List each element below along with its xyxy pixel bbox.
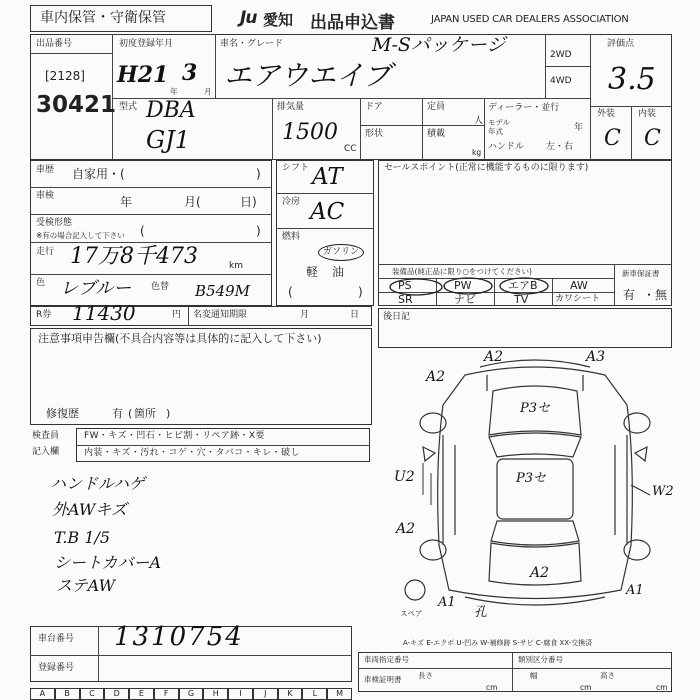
fuel-paren-close: ) — [358, 285, 363, 299]
footer-boxes — [30, 688, 352, 700]
mark-hood-p3: P3セ — [520, 401, 551, 416]
model-code: GJ1 — [146, 126, 191, 154]
km-unit: km — [229, 261, 243, 271]
ac-value: AC — [310, 199, 345, 225]
model-year-label-1: モデル — [488, 118, 511, 127]
tax-month: 月 — [300, 310, 310, 320]
inspector-label: 検査員 — [32, 431, 60, 441]
receipt-label: 受検形態 — [36, 218, 73, 228]
height-label: 高さ — [600, 671, 615, 680]
footer-box: L — [302, 688, 327, 700]
footer-box: H — [203, 688, 228, 700]
color-code: B549M — [195, 282, 251, 300]
footer-box: A — [30, 688, 55, 700]
footer-box: B — [55, 688, 80, 700]
chassis-label: 車台番号 — [38, 634, 75, 644]
mark-left-u2: U2 — [394, 469, 415, 485]
inspection-year-unit: 年 — [120, 195, 133, 209]
form-title: 出品申込書 — [310, 13, 395, 33]
warranty-label: 新車保証書 — [622, 269, 660, 278]
note-3: T.B 1/5 — [54, 528, 110, 547]
registration-number-label: 登録番号 — [38, 663, 75, 673]
exterior-grade: C — [604, 126, 621, 151]
registration-era-year: H21 — [117, 62, 169, 88]
footer-box: D — [104, 688, 129, 700]
model-year-label-2: 年式 — [488, 127, 503, 136]
color-label: 色 — [36, 278, 46, 288]
person-unit: 人 — [474, 116, 484, 126]
displacement-value: 1500 — [282, 120, 338, 145]
handle-label: ハンドル — [488, 142, 525, 152]
usage-value: 自家用・( — [72, 167, 125, 181]
note-2: 外AWキズ — [52, 500, 128, 519]
r-ticket-unit: 円 — [172, 310, 182, 320]
receipt-paren-open: ( — [140, 224, 145, 238]
mark-left-rear-a2: A2 — [396, 521, 416, 537]
equip-navi: ナビ — [454, 293, 476, 306]
receipt-paren-close: ) — [256, 224, 261, 238]
lot-label: 出品番号 — [36, 39, 73, 49]
shape-label: 形状 — [365, 129, 384, 139]
mileage-label: 走行 — [36, 247, 55, 257]
mark-right-rear-a1: A1 — [626, 583, 644, 598]
length-label: 長さ — [418, 671, 433, 680]
footer-box: K — [278, 688, 303, 700]
fuel-gasoline: ガソリン — [318, 244, 364, 261]
shift-value: AT — [312, 164, 343, 190]
score-label: 評価点 — [607, 39, 635, 49]
registration-month: 3 — [182, 60, 198, 86]
equip-aw: AW — [570, 279, 588, 292]
mark-right-w2: W2 — [652, 484, 674, 499]
color-change-label: 色替 — [151, 282, 170, 292]
equip-ps: PS — [398, 279, 412, 292]
inspection-month-unit: 月( — [184, 195, 201, 209]
sales-point-label: セールスポイント(正常に機能するものに限ります) — [384, 163, 589, 173]
note-4: シートカバーA — [54, 553, 162, 572]
association-name: JAPAN USED CAR DEALERS ASSOCIATION — [431, 14, 629, 25]
mileage-value: 17万8千473 — [70, 244, 198, 269]
inspection-label: 車検 — [36, 191, 55, 201]
score-value: 3.5 — [608, 62, 656, 97]
height-cm: cm — [656, 683, 668, 692]
usage-close: ) — [256, 167, 261, 181]
warranty-yes: 有 — [623, 288, 636, 302]
r-ticket-label: R券 — [36, 310, 52, 320]
repair-detail: 箇所 — [134, 407, 156, 420]
footer-box: E — [129, 688, 154, 700]
equip-airbag: エアB — [508, 279, 538, 292]
tax-deadline-label: 名変通知期限 — [193, 310, 248, 320]
footer-box: J — [253, 688, 278, 700]
mark-rear-a1: A1 — [438, 595, 456, 610]
registration-label: 初度登録年月 — [119, 39, 174, 49]
doors-label: ドア — [365, 102, 383, 112]
load-label: 積載 — [427, 129, 446, 139]
month-unit: 月 — [204, 87, 212, 96]
footer-box: I — [228, 688, 253, 700]
note-5: ステAW — [56, 576, 116, 595]
spare-label: スペア — [400, 609, 423, 618]
drive-2wd: 2WD — [550, 50, 572, 60]
vehicle-grade: M-Sパッケージ — [372, 34, 506, 56]
model-prefix: DBA — [146, 98, 196, 123]
cert-label-2: 類別区分番号 — [518, 655, 563, 664]
vehicle-name-label: 車名・グレード — [220, 39, 284, 49]
logo-region: 愛知 — [263, 11, 294, 29]
equip-pw: PW — [454, 279, 472, 292]
dealer-label: ディーラー・並行 — [488, 103, 560, 113]
equip-sr: SR — [398, 293, 413, 306]
storage-note: 車内保管・守衛保管 — [40, 10, 166, 26]
length-cm: cm — [486, 683, 498, 692]
warranty-no: 無 — [655, 288, 668, 302]
remarks-label: 注意事項申告欄(不具合内容等は具体的に記入して下さい) — [38, 332, 322, 345]
equip-leather-seat: カワシート — [555, 294, 601, 304]
cc-unit: CC — [344, 144, 357, 154]
cert-label-3: 車検証明書 — [364, 675, 402, 684]
chassis-number: 1310754 — [114, 622, 244, 652]
interior-label: 内装 — [638, 109, 657, 119]
repair-bracket-close: ) — [166, 407, 171, 420]
model-label: 型式 — [119, 102, 138, 112]
repair-value: 有 — [112, 407, 123, 420]
inspection-day-unit: 日) — [240, 195, 257, 209]
displacement-label: 排気量 — [277, 102, 305, 112]
equipment-label: 装備品(純正品に限り○をつけてください) — [392, 267, 532, 276]
ac-label: 冷房 — [282, 197, 301, 207]
usage-label: 車歴 — [36, 165, 55, 175]
damage-legend: A-キズ E-エクボ U-凹み W-補修跡 S-サビ C-腐食 XX-交換済 — [403, 639, 593, 647]
receipt-note: ※有の場合記入して下さい — [36, 231, 125, 240]
entry-label: 記入欄 — [32, 447, 60, 457]
kg-unit: kg — [472, 148, 482, 157]
width-label: 幅 — [530, 671, 538, 680]
fuel-label: 燃料 — [282, 232, 301, 242]
year-unit: 年 — [170, 87, 178, 96]
top-block — [30, 34, 672, 160]
handle-options: 左・右 — [546, 142, 574, 152]
mark-roof-p3: P3セ — [516, 471, 547, 486]
color-value: レブルー — [60, 278, 132, 299]
cert-label-1: 車両指定番号 — [364, 655, 409, 664]
after-notes-box — [378, 308, 672, 348]
drive-4wd: 4WD — [550, 76, 572, 86]
equip-tv: TV — [514, 293, 529, 306]
mark-rear-hole: 孔 — [474, 605, 488, 620]
model-year-unit: 年 — [574, 123, 584, 133]
vehicle-name: エアウエイブ — [224, 59, 392, 92]
equipment-circles — [378, 264, 618, 306]
note-1: ハンドルハゲ — [50, 474, 145, 493]
shift-label: シフト — [282, 163, 310, 173]
footer-box: F — [154, 688, 179, 700]
mark-left-front-a2: A2 — [426, 369, 446, 385]
mark-trunk-a2: A2 — [530, 565, 550, 581]
repair-bracket-open: ( — [128, 407, 133, 420]
fuel-oil: 油 — [332, 265, 345, 279]
exterior-check-row: FW・キズ・凹石・ヒビ割・リペア跡・X要 — [84, 431, 265, 441]
tax-day: 日 — [350, 310, 360, 320]
mark-front-a3: A3 — [586, 349, 606, 365]
footer-box: G — [179, 688, 204, 700]
lot-sub-number: [2128] — [45, 69, 85, 83]
repair-label: 修復歴 — [46, 407, 79, 420]
exterior-label: 外装 — [597, 109, 616, 119]
interior-grade: C — [644, 126, 661, 151]
warranty-sep: ・ — [643, 288, 656, 302]
fuel-paren-open: ( — [288, 285, 293, 299]
mark-front-a2: A2 — [484, 349, 504, 365]
footer-box: C — [80, 688, 105, 700]
after-notes-label: 後日記 — [383, 312, 411, 322]
lot-number: 30421 — [36, 92, 117, 118]
capacity-label: 定員 — [427, 102, 446, 112]
ju-logo: Ju — [240, 8, 257, 28]
interior-check-row: 内装・キズ・汚れ・コゲ・穴・タバコ・キレ・破し — [84, 448, 300, 458]
width-cm: cm — [580, 683, 592, 692]
footer-box: M — [327, 688, 352, 700]
r-ticket-value: 11430 — [72, 301, 136, 325]
fuel-kei: 軽 — [306, 265, 319, 279]
